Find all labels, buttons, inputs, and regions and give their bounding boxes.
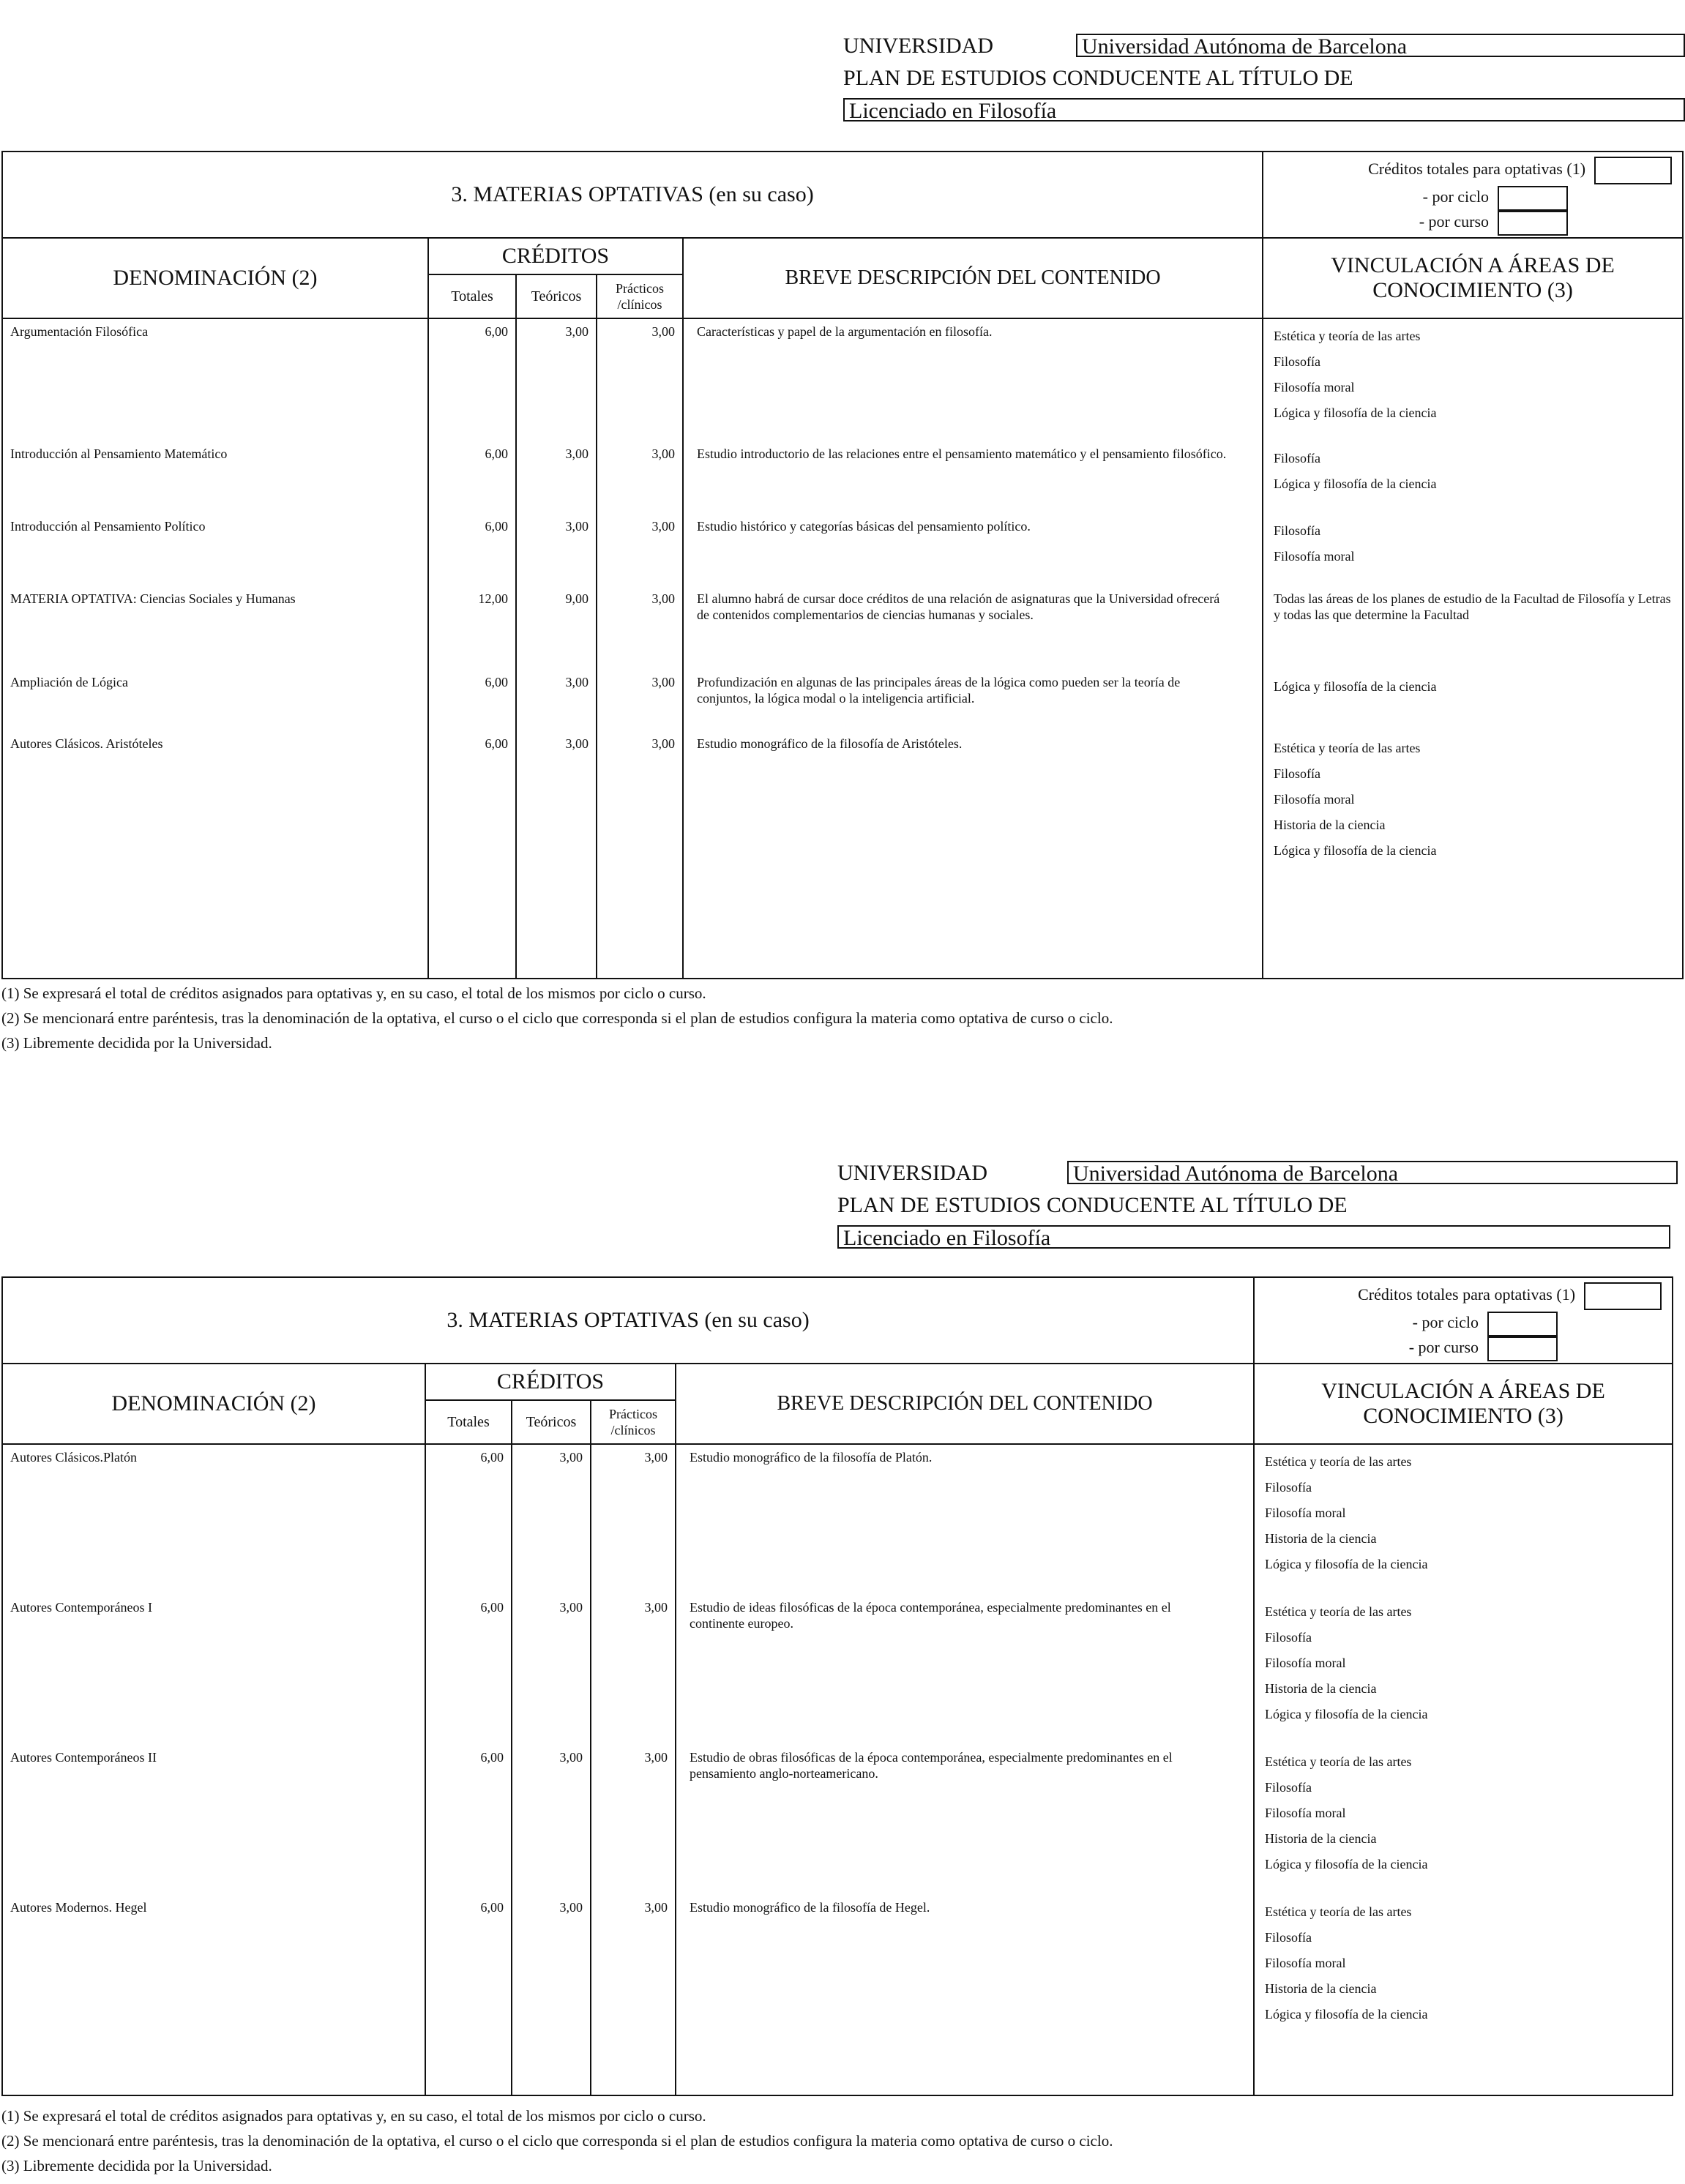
row-areas xyxy=(1265,1449,1669,1599)
optativas-table xyxy=(1,151,1684,979)
por-ciclo-label: - por ciclo xyxy=(1412,1313,1479,1332)
row-areas xyxy=(1274,736,1679,882)
teoricos-column xyxy=(516,318,597,979)
row-totales: 6,00 xyxy=(480,1450,504,1465)
area-item: Filosofía moral xyxy=(1265,1956,1346,1970)
row-areas xyxy=(1274,518,1679,591)
col-practicos: Prácticos /clínicos xyxy=(597,274,683,318)
row-practicos: 3,00 xyxy=(644,1600,668,1615)
universidad-field: Universidad Autónoma de Barcelona xyxy=(1067,1161,1678,1184)
col-denominacion: DENOMINACIÓN (2) xyxy=(2,1364,425,1444)
row-teoricos: 3,00 xyxy=(565,736,589,751)
titulo-field: Licenciado en Filosofía xyxy=(837,1225,1670,1249)
area-item: Filosofía moral xyxy=(1265,1506,1346,1520)
row-totales: 6,00 xyxy=(485,324,508,339)
area-item: Lógica y filosofía de la ciencia xyxy=(1265,2007,1428,2022)
area-item: Filosofía xyxy=(1265,1630,1312,1645)
row-name: Introducción al Pensamiento Matemático xyxy=(10,446,228,461)
row-name: Autores Modernos. Hegel xyxy=(10,1900,147,1915)
row-name: Autores Contemporáneos II xyxy=(10,1750,157,1765)
description-column xyxy=(676,1444,1254,2095)
area-item: Estética y teoría de las artes xyxy=(1265,1904,1412,1919)
area-item: Estética y teoría de las artes xyxy=(1265,1754,1412,1769)
titulo-field: Licenciado en Filosofía xyxy=(843,98,1685,121)
row-teoricos: 3,00 xyxy=(565,324,589,339)
area-item: Lógica y filosofía de la ciencia xyxy=(1274,476,1437,491)
totals-box xyxy=(1254,1277,1673,1364)
area-item: Filosofía moral xyxy=(1274,549,1355,564)
por-curso-label: - por curso xyxy=(1419,212,1490,231)
row-practicos: 3,00 xyxy=(651,446,675,461)
row-teoricos: 3,00 xyxy=(565,446,589,461)
row-description: Profundización en algunas de las principales áreas de la lógica como pueden ser la teoría de conjuntos, la lógica modal o la inteligencia artificial. xyxy=(697,675,1181,706)
footnote-3: (3) Libremente decidida por la Universidad. xyxy=(1,2157,272,2174)
por-curso-input xyxy=(1487,1336,1558,1361)
col-descripcion: BREVE DESCRIPCIÓN DEL CONTENIDO xyxy=(683,238,1263,318)
table-title: 3. MATERIAS OPTATIVAS (en su caso) xyxy=(2,1277,1254,1364)
row-totales: 12,00 xyxy=(478,591,508,606)
area-item: Estética y teoría de las artes xyxy=(1274,329,1421,343)
row-practicos: 3,00 xyxy=(644,1900,668,1915)
row-areas xyxy=(1274,324,1679,446)
col-practicos: Prácticos /clínicos xyxy=(591,1400,676,1444)
footnote-2: (2) Se mencionará entre paréntesis, tras la denominación de la optativa, el curso o el ciclo que corresponda si el plan de estudios configura la materia como optativa de curso o ciclo. xyxy=(1,1009,1113,1027)
plan-label: PLAN DE ESTUDIOS CONDUCENTE AL TÍTULO DE xyxy=(837,1193,1348,1217)
por-ciclo-input xyxy=(1498,186,1568,211)
col-totales: Totales xyxy=(425,1400,512,1444)
totals-label: Créditos totales para optativas (1) xyxy=(1358,1285,1576,1304)
row-practicos: 3,00 xyxy=(651,324,675,339)
row-totales: 6,00 xyxy=(485,446,508,461)
teoricos-column xyxy=(512,1444,591,2095)
area-item: Estética y teoría de las artes xyxy=(1265,1604,1412,1619)
col-totales: Totales xyxy=(428,274,516,318)
row-totales: 6,00 xyxy=(485,519,508,534)
page-header xyxy=(843,32,1685,127)
area-item: Lógica y filosofía de la ciencia xyxy=(1265,1707,1428,1721)
area-item: Filosofía xyxy=(1274,354,1321,369)
area-item: Historia de la ciencia xyxy=(1265,1981,1377,1996)
area-item: Filosofía moral xyxy=(1265,1656,1346,1670)
row-description: Características y papel de la argumentación en filosofía. xyxy=(697,324,993,339)
row-areas xyxy=(1265,1899,1669,2049)
row-areas xyxy=(1274,674,1679,736)
row-description: El alumno habrá de cursar doce créditos de una relación de asignaturas que la Universidad ofrecerá de contenidos complementarios de ciencias humanas y sociales. xyxy=(697,591,1220,622)
table-title: 3. MATERIAS OPTATIVAS (en su caso) xyxy=(2,152,1263,238)
area-item: Estética y teoría de las artes xyxy=(1274,741,1421,755)
areas-column xyxy=(1263,318,1683,979)
areas-column xyxy=(1254,1444,1673,2095)
row-teoricos: 3,00 xyxy=(559,1600,583,1615)
por-curso-input xyxy=(1498,211,1568,236)
row-areas xyxy=(1265,1749,1669,1899)
row-areas xyxy=(1274,446,1679,518)
description-column xyxy=(683,318,1263,979)
names-column xyxy=(2,1444,425,2095)
row-description: Estudio introductorio de las relaciones entre el pensamiento matemático y el pensamiento filosófico. xyxy=(697,446,1227,461)
universidad-field: Universidad Autónoma de Barcelona xyxy=(1076,34,1685,57)
footnote-1: (1) Se expresará el total de créditos asignados para optativas y, en su caso, el total de los mismos por ciclo o curso. xyxy=(1,984,706,1002)
footnotes xyxy=(1,2103,1113,2178)
row-practicos: 3,00 xyxy=(651,736,675,751)
col-teoricos: Teóricos xyxy=(516,274,597,318)
area-item: Filosofía xyxy=(1274,451,1321,465)
row-teoricos: 3,00 xyxy=(559,1900,583,1915)
row-practicos: 3,00 xyxy=(644,1450,668,1465)
row-practicos: 3,00 xyxy=(644,1750,668,1765)
row-totales: 6,00 xyxy=(485,675,508,689)
footnote-1: (1) Se expresará el total de créditos asignados para optativas y, en su caso, el total de los mismos por ciclo o curso. xyxy=(1,2107,706,2125)
area-item: Lógica y filosofía de la ciencia xyxy=(1265,1857,1428,1871)
area-item: Todas las áreas de los planes de estudio de la Facultad de Filosofía y Letras y todas las que determine la Facultad xyxy=(1274,591,1671,622)
area-item: Filosofía moral xyxy=(1274,792,1355,807)
row-teoricos: 3,00 xyxy=(565,675,589,689)
row-name: Autores Clásicos.Platón xyxy=(10,1450,137,1465)
row-description: Estudio de ideas filosóficas de la época contemporánea, especialmente predominantes en el continente europeo. xyxy=(690,1600,1171,1631)
page-header xyxy=(837,1159,1678,1254)
area-item: Filosofía xyxy=(1265,1480,1312,1495)
area-item: Filosofía xyxy=(1265,1930,1312,1945)
optativas-table xyxy=(1,1276,1673,2096)
practicos-column xyxy=(591,1444,676,2095)
practicos-column xyxy=(597,318,683,979)
col-vinculacion: VINCULACIÓN A ÁREAS DE CONOCIMIENTO (3) xyxy=(1263,238,1683,318)
universidad-label: UNIVERSIDAD xyxy=(837,1161,987,1185)
plan-label: PLAN DE ESTUDIOS CONDUCENTE AL TÍTULO DE xyxy=(843,66,1353,90)
col-vinculacion: VINCULACIÓN A ÁREAS DE CONOCIMIENTO (3) xyxy=(1254,1364,1673,1444)
row-description: Estudio monográfico de la filosofía de Hegel. xyxy=(690,1900,930,1915)
area-item: Filosofía xyxy=(1274,766,1321,781)
area-item: Filosofía xyxy=(1265,1780,1312,1795)
totals-input xyxy=(1594,157,1672,184)
area-item: Filosofía moral xyxy=(1274,380,1355,394)
universidad-label: UNIVERSIDAD xyxy=(843,34,993,58)
totals-box xyxy=(1263,152,1683,238)
area-item: Lógica y filosofía de la ciencia xyxy=(1265,1557,1428,1571)
area-item: Estética y teoría de las artes xyxy=(1265,1454,1412,1469)
footnotes xyxy=(1,981,1113,1055)
area-item: Historia de la ciencia xyxy=(1265,1531,1377,1546)
area-item: Lógica y filosofía de la ciencia xyxy=(1274,843,1437,858)
row-teoricos: 3,00 xyxy=(559,1450,583,1465)
row-areas xyxy=(1265,1599,1669,1749)
footnote-2: (2) Se mencionará entre paréntesis, tras la denominación de la optativa, el curso o el ciclo que corresponda si el plan de estudios configura la materia como optativa de curso o ciclo. xyxy=(1,2132,1113,2150)
col-creditos: CRÉDITOS xyxy=(428,238,683,274)
row-totales: 6,00 xyxy=(480,1750,504,1765)
area-item: Historia de la ciencia xyxy=(1274,818,1386,832)
col-denominacion: DENOMINACIÓN (2) xyxy=(2,238,428,318)
col-creditos: CRÉDITOS xyxy=(425,1364,676,1400)
area-item: Lógica y filosofía de la ciencia xyxy=(1274,679,1437,694)
row-totales: 6,00 xyxy=(485,736,508,751)
row-practicos: 3,00 xyxy=(651,675,675,689)
row-description: Estudio de obras filosóficas de la época contemporánea, especialmente predominantes en el pensamiento anglo-norteamericano. xyxy=(690,1750,1173,1781)
area-item: Filosofía xyxy=(1274,523,1321,538)
col-teoricos: Teóricos xyxy=(512,1400,591,1444)
footnote-3: (3) Libremente decidida por la Universidad. xyxy=(1,1034,272,1052)
por-ciclo-input xyxy=(1487,1312,1558,1336)
row-teoricos: 3,00 xyxy=(559,1750,583,1765)
col-descripcion: BREVE DESCRIPCIÓN DEL CONTENIDO xyxy=(676,1364,1254,1444)
row-totales: 6,00 xyxy=(480,1900,504,1915)
row-practicos: 3,00 xyxy=(651,519,675,534)
totals-input xyxy=(1584,1282,1662,1310)
area-item: Lógica y filosofía de la ciencia xyxy=(1274,405,1437,420)
row-name: Ampliación de Lógica xyxy=(10,675,128,689)
names-column xyxy=(2,318,428,979)
area-item: Historia de la ciencia xyxy=(1265,1681,1377,1696)
row-name: MATERIA OPTATIVA: Ciencias Sociales y Humanas xyxy=(10,591,296,606)
row-name: Argumentación Filosófica xyxy=(10,324,149,339)
por-ciclo-label: - por ciclo xyxy=(1422,187,1490,206)
totals-label: Créditos totales para optativas (1) xyxy=(1368,160,1586,179)
row-description: Estudio monográfico de la filosofía de Aristóteles. xyxy=(697,736,963,751)
row-practicos: 3,00 xyxy=(651,591,675,606)
area-item: Filosofía moral xyxy=(1265,1806,1346,1820)
row-totales: 6,00 xyxy=(480,1600,504,1615)
area-item: Historia de la ciencia xyxy=(1265,1831,1377,1846)
row-areas xyxy=(1274,591,1679,674)
row-name: Introducción al Pensamiento Político xyxy=(10,519,206,534)
row-description: Estudio monográfico de la filosofía de Platón. xyxy=(690,1450,933,1465)
row-name: Autores Contemporáneos I xyxy=(10,1600,152,1615)
row-teoricos: 3,00 xyxy=(565,519,589,534)
row-teoricos: 9,00 xyxy=(565,591,589,606)
totales-column xyxy=(428,318,516,979)
totales-column xyxy=(425,1444,512,2095)
por-curso-label: - por curso xyxy=(1408,1338,1479,1357)
row-description: Estudio histórico y categorías básicas del pensamiento político. xyxy=(697,519,1031,534)
row-name: Autores Clásicos. Aristóteles xyxy=(10,736,163,751)
